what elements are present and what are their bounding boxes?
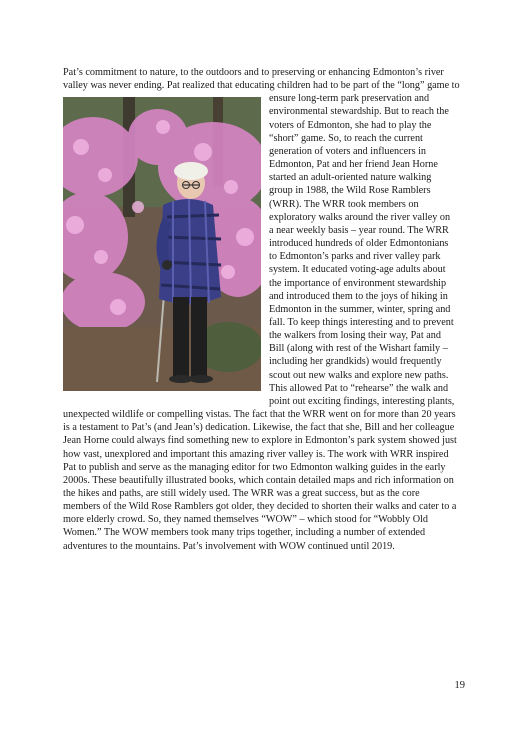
text-line: (WRR). The WRR took members on xyxy=(269,198,419,210)
text-line: valley was never ending. Pat realized that educating children had to be part of the “long” game to xyxy=(63,80,460,92)
text-line: fall. To keep things interesting and to prevent xyxy=(269,316,454,328)
text-line: This allowed Pat to “rehearse” the walk and xyxy=(269,382,449,394)
photo-woman-among-pink-blossoms xyxy=(63,97,261,391)
text-line: the walkers from losing their way, Pat and xyxy=(269,330,441,342)
page-number: 19 xyxy=(454,680,465,691)
text-line: exploratory walks around the river valley on xyxy=(269,211,451,223)
text-line: Bill (along with rest of the Wishart family – xyxy=(269,343,448,355)
text-line: scout out new walks and explore new paths. xyxy=(269,369,449,381)
body-text xyxy=(63,66,461,553)
text-line: the hikes and paths, are still widely used. The WRR was a great success, but as the core xyxy=(63,488,420,499)
text-line: 2000s. These beautifully illustrated books, which contain detailed maps and rich information on xyxy=(63,474,454,486)
text-line: generation of voters and influencers in xyxy=(269,145,427,157)
text-line: ensure long-term park preservation and xyxy=(269,93,430,105)
text-line: and introduced them to the joys of hiking in xyxy=(269,290,448,302)
text-line: point out exciting findings, interesting plants, xyxy=(269,395,455,407)
text-line: introduced hundreds of older Edmontonians xyxy=(269,238,449,250)
text-line: the importance of environment stewardship xyxy=(269,277,447,289)
text-line: more elderly crowd. So, they named themselves “WOW” – which stood for “Wobbly Old xyxy=(63,514,428,526)
text-line: started an adult-oriented nature walking xyxy=(269,172,432,184)
closing-paragraph xyxy=(63,408,461,553)
text-line: voters of Edmonton, she had to play the xyxy=(269,119,432,131)
text-line: members of the Wild Rose Ramblers got older, they decided to shorten their walks and cater to a xyxy=(63,501,457,513)
text-line: “short” game. So, to reach the current xyxy=(269,132,423,144)
text-line: Edmonton, Pat and her friend Jean Horne xyxy=(269,159,438,171)
text-line: is a testament to Pat’s (and Jean’s) dedication. Likewise, the fact that she, Bill and her colleague xyxy=(63,422,455,434)
text-line: system. It educated voting-age adults about xyxy=(269,264,446,276)
text-line: Pat to publish and serve as the managing editor for two Edmonton walking guides in the early xyxy=(63,461,446,473)
text-line: group in 1988, the Wild Rose Ramblers xyxy=(269,185,431,197)
text-line: Jean Horne could always find something new to explore in Edmonton’s park system showed just xyxy=(63,435,457,447)
text-line: environmental stewardship. But to reach the xyxy=(269,106,449,118)
text-line: to Edmonton’s parks and river valley park xyxy=(269,251,441,263)
text-line: Pat’s commitment to nature, to the outdoors and to preserving or enhancing Edmonton’s river xyxy=(63,67,444,78)
text-line: adventures to the mountains. Pat’s involvement with WOW continued until 2019. xyxy=(63,540,395,552)
text-line: unexpected wildlife or compelling vistas. The fact that the WRR went on for more than 20 years xyxy=(63,409,456,421)
text-line: Women.” The WOW members took many trips together, including a number of extended xyxy=(63,527,426,539)
text-line: how vast, unexplored and important this amazing river valley is. The work with WRR inspired xyxy=(63,448,449,460)
text-line: including her grandkids) would frequently xyxy=(269,356,442,368)
text-line: Edmonton in the summer, winter, spring and xyxy=(269,303,451,315)
text-line: a near weekly basis – year round. The WRR xyxy=(269,224,449,236)
